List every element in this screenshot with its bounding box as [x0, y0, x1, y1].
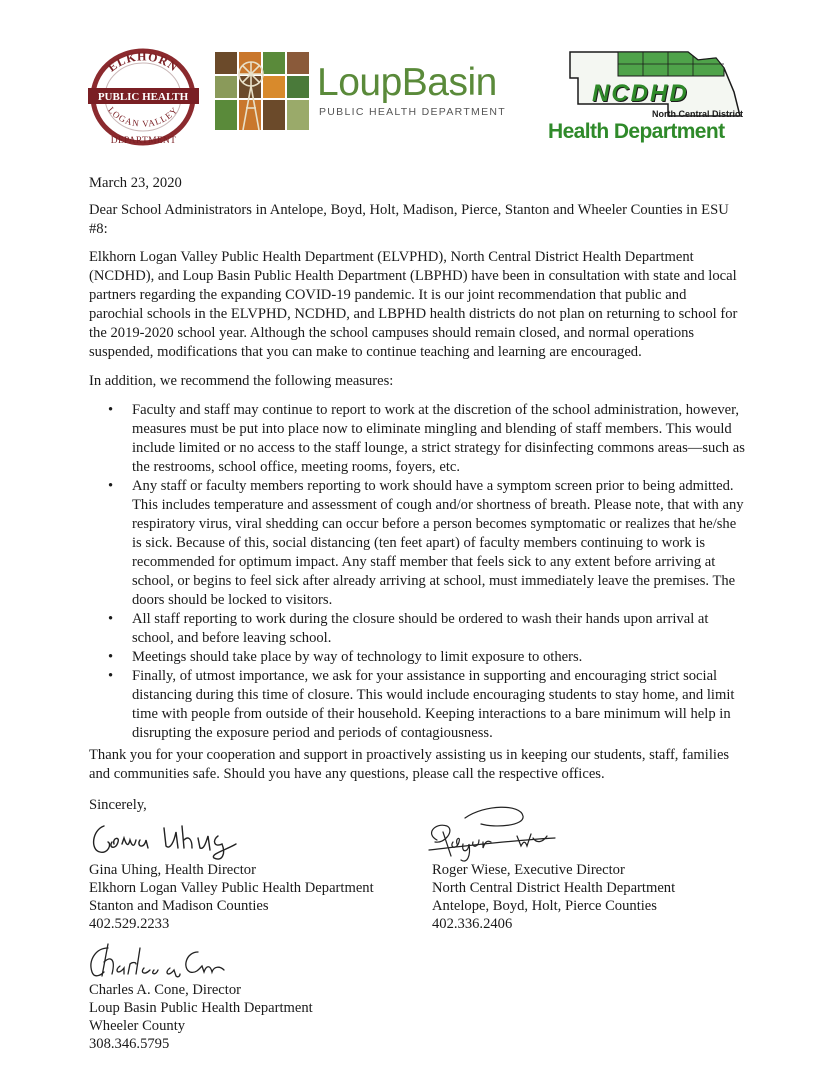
list-item-text: Any staff or faculty members reporting to work should have a symptom screen prior to being admitted. This includes temperature and assessment of cough and/or shortness of breath. Please note, that with any respiratory virus, viral shedding can occur before a person becomes symptomatic or realizes that he/she is sick. Because of this, social distancing (ten feet apart) of faculty members continuing to work is recommended for optimum impact. Any staff member that feels sick to any extent before arriving at school, or begins to feel sick after already arriving at school, must immediately leave the premises. The doors should be locked to visitors. [132, 478, 744, 608]
elvphd-bottom-text: LOGAN VALLEY [106, 104, 180, 129]
loupbasin-logo [215, 52, 525, 132]
bullet-icon: • [108, 649, 114, 665]
signatory-area: Wheeler County [89, 1018, 186, 1034]
ncdhd-logo [548, 46, 748, 146]
bullet-icon: • [108, 402, 114, 418]
bullet-icon: • [108, 478, 114, 494]
list-item [108, 648, 748, 667]
loupbasin-subtitle: PUBLIC HEALTH DEPARTMENT [319, 106, 506, 118]
windmill-mosaic-icon [215, 52, 310, 132]
signatory-name-title: Charles A. Cone, Director [89, 982, 241, 998]
elvphd-logo [86, 44, 201, 152]
list-item-text: All staff reporting to work during the closure should be ordered to wash their hands upon arrival at school, and before leaving school. [132, 611, 709, 646]
signatory-block-lbphd [89, 981, 409, 1053]
signatory-phone: 308.346.5795 [89, 1036, 170, 1052]
list-item-text: Meetings should take place by way of technology to limit exposure to others. [132, 649, 583, 665]
signatory-name-title: Gina Uhing, Health Director [89, 862, 256, 878]
signatory-block-elvphd [89, 861, 409, 933]
signatory-phone: 402.336.2406 [432, 916, 513, 932]
list-item [108, 610, 748, 648]
signatory-org: Loup Basin Public Health Department [89, 1000, 313, 1016]
letter-salutation: Dear School Administrators in Antelope, Boyd, Holt, Madison, Pierce, Stanton and Wheeler Counties in ESU #8: [89, 202, 729, 237]
letter-paragraph-2: In addition, we recommend the following measures: [89, 373, 394, 389]
signatory-name-title: Roger Wiese, Executive Director [432, 862, 625, 878]
signatory-org: North Central District Health Department [432, 880, 676, 896]
elvphd-top-text: ELKHORN [105, 49, 181, 75]
svg-text:LOGAN VALLEY [106, 105, 180, 129]
elvphd-caption: DEPARTMENT [110, 136, 177, 146]
list-item [108, 477, 748, 610]
list-item [108, 401, 748, 477]
signature-roger-wiese [425, 800, 560, 866]
signatory-block-ncdhd [432, 861, 752, 933]
bullet-icon: • [108, 668, 114, 684]
bullet-icon: • [108, 611, 114, 627]
list-item-text: Finally, of utmost importance, we ask for your assistance in supporting and encouraging strict social distancing during this time of closure. This would include encouraging students to stay home, and limit time with people from outside of their household. Keeping interactions to a bare minimum will help in disrupting the exposure period and periods of contagiousness. [132, 668, 735, 741]
letter-closing-paragraph: Thank you for your cooperation and support in proactively assisting us in keeping our students, staff, families and communities safe. Should you have any questions, please call the respective offices. [89, 747, 730, 782]
letter-signoff: Sincerely, [89, 797, 147, 813]
svg-text:ELKHORN [105, 49, 181, 74]
ncdhd-name: Health Department [548, 120, 725, 143]
signatory-org: Elkhorn Logan Valley Public Health Department [89, 880, 374, 896]
signatory-area: Stanton and Madison Counties [89, 898, 269, 914]
signature-gina-uhing [86, 814, 261, 864]
list-item-text: Faculty and staff may continue to report to work at the discretion of the school administration, however, measures must be put into place now to eliminate mingling and blending of staff members. This would include limited or no access to the staff lounge, a strict strategy for disinfecting commons areas—such as the restrooms, school office, meeting rooms, foyers, etc. [132, 402, 745, 475]
signature-charles-cone [86, 938, 226, 986]
letter-paragraph-1: Elkhorn Logan Valley Public Health Department (ELVPHD), North Central District Health Department (NCDHD), and Loup Basin Public Health Department (LBPHD) have been in consultation with state and local partners regarding the expanding COVID-19 pandemic. It is our joint recommendation that public and parochial schools in the ELVPHD, NCDHD, and LBPHD health districts do not plan on returning to school for the 2019-2020 school year. Although the school campuses should remain closed, and normal operations suspended, modifications that you can make to continue teaching and learning are encouraged. [89, 249, 738, 360]
ncdhd-tag: North Central District [652, 109, 744, 119]
list-item [108, 667, 748, 743]
signatory-phone: 402.529.2233 [89, 916, 170, 932]
recommendation-list [108, 401, 748, 743]
signatory-area: Antelope, Boyd, Holt, Pierce Counties [432, 898, 657, 914]
ncdhd-acronym: NCDHD [592, 80, 689, 107]
loupbasin-name: LoupBasin [317, 61, 497, 104]
letter-date: March 23, 2020 [89, 175, 182, 191]
elvphd-band-text: PUBLIC HEALTH [97, 91, 189, 103]
